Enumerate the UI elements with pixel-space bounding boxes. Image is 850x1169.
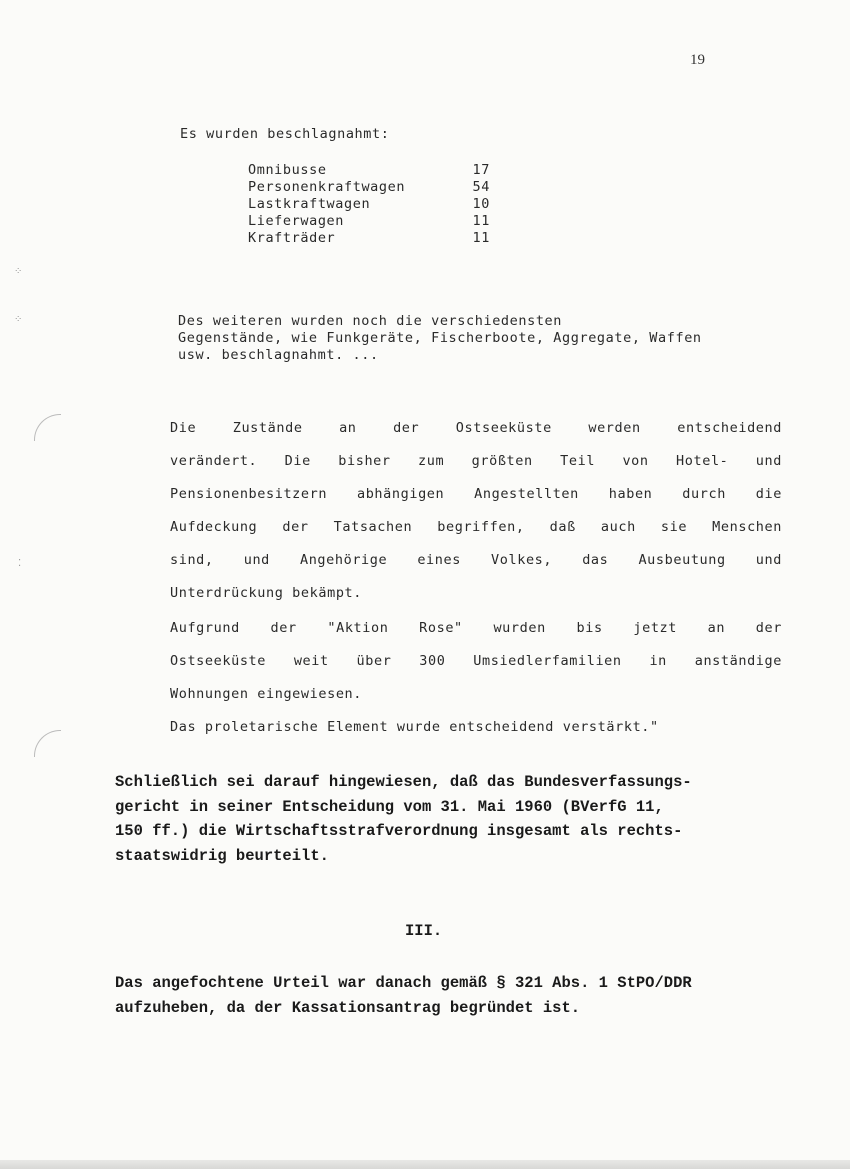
text-line: Pensionenbesitzern abhängigen Angestellten haben durch die: [170, 486, 782, 502]
vehicle-count: 54: [472, 179, 490, 195]
paragraph-proletarian: Das proletarische Element wurde entscheidend verstärkt.": [170, 719, 659, 735]
section-heading: III.: [405, 922, 443, 940]
text-line: usw. beschlagnahmt. ...: [178, 347, 379, 363]
seized-intro: Es wurden beschlagnahmt:: [180, 126, 390, 142]
paragraph-conditions: [170, 412, 782, 610]
text-line: Das angefochtene Urteil war danach gemäß § 321 Abs. 1 StPO/DDR: [115, 974, 692, 992]
final-paragraph: [115, 971, 755, 1021]
vehicle-count: 11: [472, 230, 490, 246]
text-line: verändert. Die bisher zum größten Teil von Hotel- und: [170, 453, 782, 469]
vehicle-table: [248, 162, 490, 247]
vehicle-row: [248, 162, 490, 179]
vehicle-name: Lieferwagen: [248, 213, 345, 229]
text-line: Unterdrückung bekämpt.: [170, 585, 363, 601]
vehicle-name: Lastkraftwagen: [248, 196, 371, 212]
vehicle-row: [248, 230, 490, 247]
text-line: Schließlich sei darauf hingewiesen, daß das Bundesverfassungs-: [115, 773, 692, 791]
vehicle-row: [248, 196, 490, 213]
vehicle-name: Personenkraftwagen: [248, 179, 406, 195]
paragraph-aktion-rose: [170, 612, 782, 744]
scan-speck: ⁘: [14, 314, 23, 325]
vehicle-row: [248, 179, 490, 196]
text-line: gericht in seiner Entscheidung vom 31. Mai 1960 (BVerfG 11,: [115, 797, 664, 816]
vehicle-count: 11: [472, 213, 490, 229]
page-number: 19: [690, 52, 705, 68]
scan-speck: ⁘: [14, 266, 23, 277]
vehicle-name: Krafträder: [248, 230, 336, 246]
scan-speck: ⁚: [18, 558, 22, 569]
closing-paragraph: [115, 770, 755, 868]
text-line: Gegenstände, wie Funkgeräte, Fischerboote, Aggregate, Waffen: [178, 330, 702, 346]
text-line: Die Zustände an der Ostseeküste werden entscheidend: [170, 420, 782, 436]
text-line: aufzuheben, da der Kassationsantrag begründet ist.: [115, 999, 581, 1017]
text-line: 150 ff.) die Wirtschaftsstrafverordnung insgesamt als rechts-: [115, 822, 683, 840]
text-line: Aufgrund der "Aktion Rose" wurden bis jetzt an der: [170, 620, 782, 636]
paragraph-further-items: [178, 313, 798, 364]
text-line: Aufdeckung der Tatsachen begriffen, daß auch sie Menschen: [170, 519, 782, 535]
text-line: staatswidrig beurteilt.: [115, 846, 329, 865]
text-line: Wohnungen eingewiesen.: [170, 686, 363, 702]
punch-hole-mark: [34, 730, 61, 757]
text-line: Des weiteren wurden noch die verschiedensten: [178, 313, 563, 329]
text-line: Ostseeküste weit über 300 Umsiedlerfamilien in anständige: [170, 653, 782, 669]
punch-hole-mark: [34, 414, 61, 441]
scan-edge: [0, 1160, 850, 1169]
vehicle-count: 17: [472, 162, 490, 178]
vehicle-row: [248, 213, 490, 230]
vehicle-count: 10: [472, 196, 490, 212]
vehicle-name: Omnibusse: [248, 162, 327, 178]
text-line: sind, und Angehörige eines Volkes, das Ausbeutung und: [170, 552, 782, 568]
